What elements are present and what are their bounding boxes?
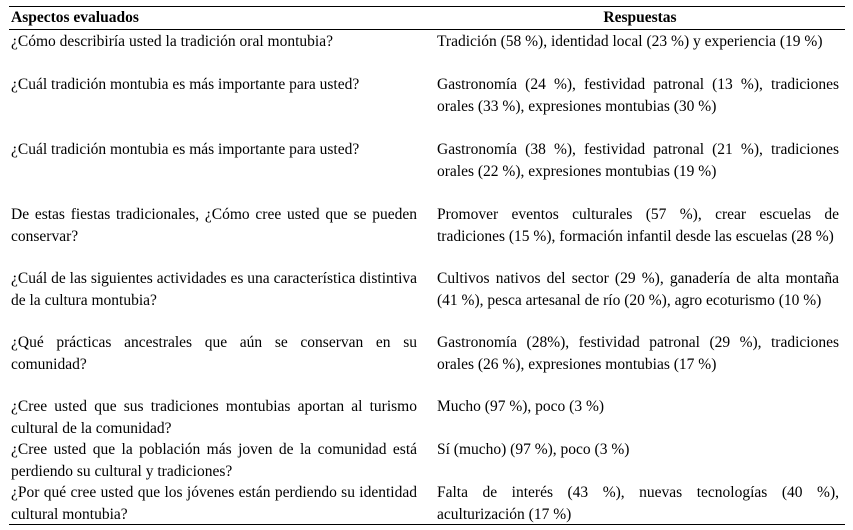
row-answer: Falta de interés (43 %), nuevas tecnologías (40 %), aculturización (17 %) (437, 484, 839, 523)
row-question: ¿Cómo describiría usted la tradición oral montubia? (11, 33, 333, 50)
row-answer: Gastronomía (24 %), festividad patronal (13 %), tradiciones orales (33 %), expresiones montubias (30 %) (437, 76, 839, 115)
row-question: ¿Cuál tradición montubia es más importante para usted? (11, 141, 360, 158)
row-answer: Cultivos nativos del sector (29 %), ganadería de alta montaña (41 %), pesca artesanal de río (20 %), agro ecoturismo (10 %) (437, 270, 839, 309)
header-rule (9, 29, 845, 30)
row-answer: Sí (mucho) (97 %), poco (3 %) (437, 441, 630, 458)
row-answer: Tradición (58 %), identidad local (23 %) y experiencia (19 %) (437, 33, 823, 50)
row-question: ¿Cree usted que sus tradiciones montubias aportan al turismo cultural de la comunidad? (11, 398, 417, 437)
row-question: ¿Por qué cree usted que los jóvenes están perdiendo su identidad cultural montubia? (11, 484, 417, 523)
table-top-rule (9, 6, 845, 7)
row-answer: Promover eventos culturales (57 %), crear escuelas de tradiciones (15 %), formación infantil desde las escuelas (28 %) (437, 206, 839, 245)
row-question: De estas fiestas tradicionales, ¿Cómo cree usted que se pueden conservar? (11, 206, 417, 245)
row-question: ¿Qué prácticas ancestrales que aún se conservan en su comunidad? (11, 334, 417, 373)
row-question: ¿Cuál de las siguientes actividades es una característica distintiva de la cultura montubia? (11, 270, 417, 309)
header-aspects: Aspectos evaluados (11, 9, 139, 26)
row-question: ¿Cree usted que la población más joven de la comunidad está perdiendo su cultural y tradiciones? (11, 441, 417, 480)
row-answer: Gastronomía (28%), festividad patronal (29 %), tradiciones orales (26 %), expresiones montubias (17 %) (437, 334, 839, 373)
row-answer: Mucho (97 %), poco (3 %) (437, 398, 605, 415)
header-answers: Respuestas (603, 9, 677, 26)
row-question: ¿Cuál tradición montubia es más importante para usted? (11, 76, 360, 93)
row-answer: Gastronomía (38 %), festividad patronal (21 %), tradiciones orales (22 %), expresiones montubias (19 %) (437, 141, 839, 180)
table-bottom-rule (9, 524, 845, 525)
